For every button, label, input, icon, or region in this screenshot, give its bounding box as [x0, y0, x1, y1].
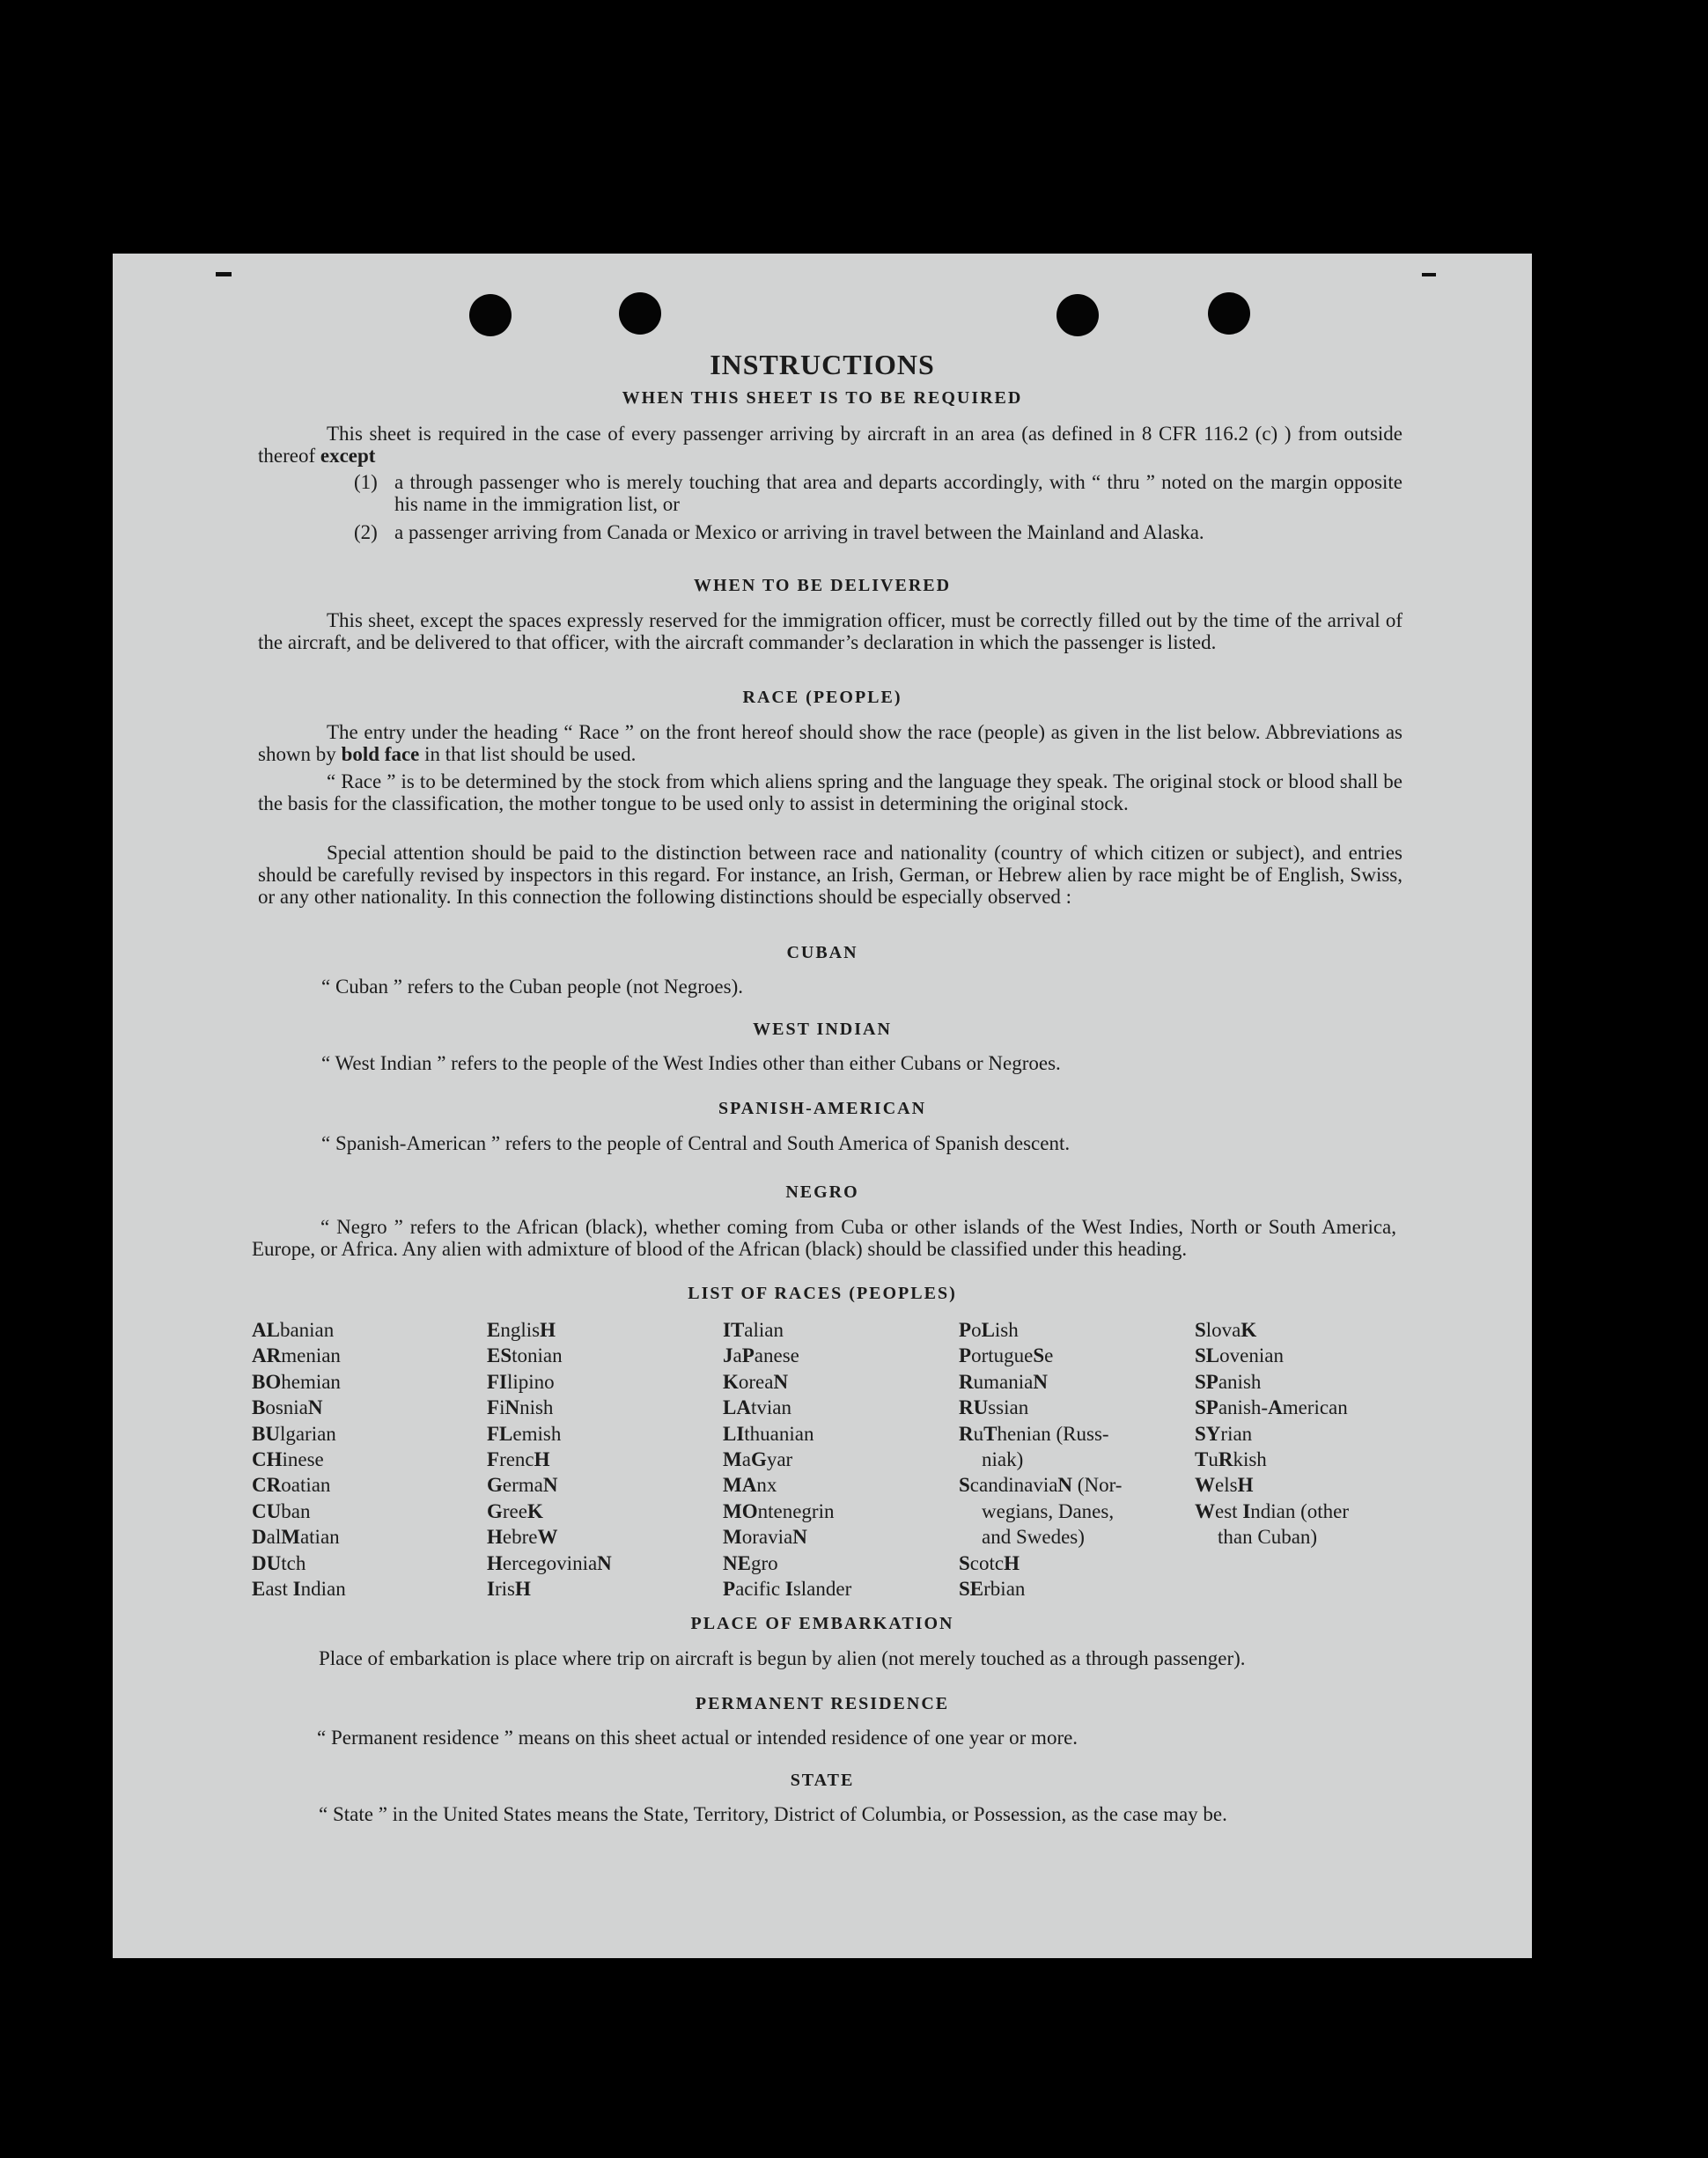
race-abbrev: DU — [252, 1551, 282, 1574]
race-abbrev: H — [1237, 1474, 1254, 1497]
race-text: hemian — [281, 1370, 341, 1393]
race-text: ree — [502, 1499, 527, 1522]
race-abbrev: SP — [1195, 1396, 1218, 1419]
race-text: nglis — [500, 1319, 541, 1341]
race-abbrev: H — [1004, 1551, 1020, 1574]
race-entry — [723, 1576, 952, 1602]
race-text: umania — [973, 1370, 1034, 1393]
race-abbrev: I — [292, 1578, 301, 1601]
race-text: els — [1215, 1474, 1238, 1497]
race-abbrev: RU — [959, 1396, 989, 1419]
race-paragraph-3 — [258, 842, 1402, 908]
race-entry — [1195, 1447, 1424, 1472]
race-entry — [959, 1421, 1188, 1447]
race-text: e — [1044, 1344, 1054, 1367]
race-abbrev: N — [504, 1396, 520, 1419]
race-entry — [723, 1524, 952, 1550]
race-text: ris — [494, 1578, 515, 1601]
race-text: thuanian — [744, 1422, 814, 1445]
required-intro-bold: except — [320, 445, 376, 467]
race-entry — [959, 1369, 1188, 1395]
race-text: menian — [281, 1344, 341, 1367]
race-abbrev: P — [959, 1319, 972, 1341]
race-text: ish — [994, 1319, 1019, 1341]
race-abbrev: AR — [252, 1344, 282, 1367]
race-abbrev: SL — [1195, 1344, 1220, 1367]
race-abbrev: W — [1195, 1499, 1215, 1522]
race-entry — [959, 1395, 1188, 1420]
race-text: and Swedes) — [982, 1526, 1085, 1549]
race-text: emish — [512, 1422, 562, 1445]
race-abbrev: N — [597, 1551, 612, 1574]
race-abbrev: SE — [959, 1578, 984, 1601]
exception-item-2 — [354, 521, 1402, 543]
race-entry — [959, 1550, 1188, 1576]
race-entry — [959, 1524, 1188, 1550]
race-text: ndian (other — [1250, 1499, 1350, 1522]
race-abbrev: R — [959, 1422, 974, 1445]
state-text — [250, 1803, 1395, 1825]
race-abbrev: N — [792, 1526, 807, 1549]
race-abbrev: P — [959, 1344, 972, 1367]
race-entry — [723, 1343, 952, 1368]
races-column — [487, 1317, 716, 1602]
race-abbrev: F — [487, 1396, 500, 1419]
race-entry — [252, 1576, 481, 1602]
race-abbrev: SY — [1195, 1422, 1221, 1445]
race-entry — [959, 1499, 1188, 1524]
race-entry — [723, 1550, 952, 1576]
race-abbrev: H — [487, 1526, 503, 1549]
exception-number: (2) — [354, 521, 378, 543]
race-text: ortugue — [971, 1344, 1034, 1367]
race-abbrev: ES — [487, 1344, 512, 1367]
race-abbrev: M — [281, 1526, 300, 1549]
race-text: lova — [1205, 1319, 1241, 1341]
race-abbrev: G — [487, 1474, 503, 1497]
race-entry — [1195, 1524, 1424, 1550]
race-abbrev: LA — [723, 1396, 751, 1419]
race-text: lgarian — [279, 1422, 336, 1445]
heading-negro: NEGRO — [785, 1182, 859, 1202]
race-text: lipino — [507, 1370, 555, 1393]
document-sheet — [113, 254, 1532, 1958]
race-text: anish- — [1218, 1396, 1269, 1419]
race-text: a — [741, 1448, 751, 1471]
west-indian-text — [258, 1052, 1402, 1074]
race-abbrev: G — [750, 1448, 767, 1471]
negro-body: “ Negro ” refers to the African (black), whether coming from Cuba or other islands of the West Indies, North or South America, Europe, or Africa. Any alien with admixture of blood of the African (black) should be classified under this heading. — [252, 1216, 1396, 1260]
race-text: atian — [299, 1526, 340, 1549]
race-text: u — [973, 1422, 984, 1445]
page-title: INSTRUCTIONS — [710, 349, 935, 380]
race-text: tonian — [512, 1344, 563, 1367]
race-text: nish — [519, 1396, 554, 1419]
race-text: nx — [756, 1474, 777, 1497]
race-entry — [959, 1472, 1188, 1498]
race-text: than Cuban) — [1218, 1526, 1318, 1549]
race-abbrev: I — [1242, 1499, 1251, 1522]
race-text: renc — [499, 1448, 534, 1471]
heading-list-of-races: LIST OF RACES (PEOPLES) — [688, 1284, 957, 1303]
delivered-text — [258, 609, 1402, 653]
race-entry — [723, 1447, 952, 1472]
race-abbrev: S — [959, 1551, 970, 1574]
exception-number: (1) — [354, 471, 378, 493]
race-text: henian (Russ- — [997, 1422, 1109, 1445]
race-text: ast — [265, 1578, 293, 1601]
race-entry — [1195, 1317, 1424, 1343]
heading-west-indian: WEST INDIAN — [753, 1020, 892, 1039]
residence-text — [250, 1727, 1395, 1749]
race-p1-bold: bold face — [341, 743, 420, 765]
race-entry — [487, 1447, 716, 1472]
race-text: ercegovinia — [502, 1551, 598, 1574]
race-text: est — [1215, 1499, 1243, 1522]
race-entry — [252, 1472, 481, 1498]
race-entry — [959, 1343, 1188, 1368]
race-text: u — [1208, 1448, 1218, 1471]
race-abbrev: BU — [252, 1422, 280, 1445]
race-entry — [959, 1447, 1188, 1472]
race-abbrev: D — [252, 1526, 267, 1549]
race-abbrev: E — [487, 1319, 501, 1341]
race-abbrev: MA — [723, 1474, 757, 1497]
spanish-american-body: “ Spanish-American ” refers to the people of Central and South America of Spanish descent. — [321, 1132, 1071, 1154]
race-abbrev: S — [1033, 1344, 1045, 1367]
race-text: merican — [1282, 1396, 1348, 1419]
race-abbrev: N — [1033, 1370, 1048, 1393]
race-abbrev: E — [252, 1578, 266, 1601]
race-text: al — [266, 1526, 282, 1549]
race-entry — [252, 1447, 481, 1472]
race-paragraph-2 — [258, 770, 1402, 814]
race-abbrev: K — [723, 1370, 739, 1393]
race-text: anese — [754, 1344, 799, 1367]
race-abbrev: AL — [252, 1319, 280, 1341]
exception-text: a through passenger who is merely touching that area and departs accordingly, with “ thru ” noted on the margin opposite his name in the immigration list, or — [394, 471, 1402, 515]
race-entry — [1195, 1472, 1424, 1498]
heading-spanish-american: SPANISH-AMERICAN — [718, 1099, 927, 1118]
race-entry — [487, 1369, 716, 1395]
race-abbrev: N — [307, 1396, 323, 1419]
race-abbrev: IT — [723, 1319, 745, 1341]
race-abbrev: I — [487, 1578, 495, 1601]
race-abbrev: CU — [252, 1499, 282, 1522]
race-text: kish — [1233, 1448, 1267, 1471]
race-text: niak) — [982, 1448, 1024, 1471]
race-text: ban — [281, 1499, 311, 1522]
race-entry — [487, 1317, 716, 1343]
race-text: tch — [281, 1551, 306, 1574]
race-abbrev: N — [773, 1370, 789, 1393]
races-column — [252, 1317, 481, 1602]
heading-embarkation: PLACE OF EMBARKATION — [690, 1614, 954, 1633]
race-text: erma — [502, 1474, 543, 1497]
race-abbrev: T — [1195, 1448, 1209, 1471]
race-abbrev: NE — [723, 1551, 751, 1574]
race-p3-text: Special attention should be paid to the distinction between race and nationality (country of which citizen or subject), and entries should be carefully revised by inspectors in this regard. For instance, an Irish, German, or Hebrew alien by race might be of English, Swiss, or any other nationality. In this connection the following distinctions should be especially observed : — [258, 842, 1402, 908]
race-abbrev: M — [723, 1448, 742, 1471]
delivered-body: This sheet, except the spaces expressly reserved for the immigration officer, must be correctly filled out by the time of the arrival of the aircraft, and be delivered to that officer, with the aircraft commander’s declaration in which the passenger is listed. — [258, 609, 1402, 653]
race-entry — [487, 1550, 716, 1576]
race-entry — [487, 1524, 716, 1550]
race-abbrev: W — [537, 1526, 558, 1549]
race-abbrev: R — [1218, 1448, 1233, 1471]
heading-residence: PERMANENT RESIDENCE — [695, 1694, 950, 1713]
race-entry — [487, 1343, 716, 1368]
race-abbrev: CR — [252, 1474, 282, 1497]
race-abbrev: N — [542, 1474, 558, 1497]
race-text: a — [733, 1344, 742, 1367]
race-text: orea — [738, 1370, 774, 1393]
race-abbrev: LI — [723, 1422, 745, 1445]
race-text: inese — [282, 1448, 324, 1471]
race-entry — [1195, 1421, 1424, 1447]
race-paragraph-1 — [258, 721, 1402, 765]
race-entry — [487, 1472, 716, 1498]
spanish-american-text — [258, 1132, 1402, 1154]
race-abbrev: N — [1057, 1474, 1073, 1497]
race-abbrev: S — [959, 1474, 970, 1497]
heading-race: RACE (PEOPLE) — [742, 688, 902, 707]
race-text: rbian — [983, 1578, 1026, 1601]
race-text: ssian — [988, 1396, 1029, 1419]
race-entry — [723, 1317, 952, 1343]
heading-required: WHEN THIS SHEET IS TO BE REQUIRED — [622, 388, 1023, 408]
race-entry — [487, 1499, 716, 1524]
race-entry — [252, 1317, 481, 1343]
race-abbrev: R — [959, 1370, 974, 1393]
state-body: “ State ” in the United States means the State, Territory, District of Columbia, or Possession, as the case may be. — [319, 1803, 1227, 1825]
cuban-text — [258, 976, 1402, 998]
race-abbrev: FI — [487, 1370, 507, 1393]
exception-text: a passenger arriving from Canada or Mexico or arriving in travel between the Mainland and Alaska. — [394, 521, 1204, 543]
race-abbrev: S — [1195, 1319, 1206, 1341]
race-entry — [487, 1395, 716, 1420]
race-entry — [959, 1576, 1188, 1602]
required-intro — [258, 423, 1402, 467]
race-abbrev: K — [526, 1499, 543, 1522]
race-text: acific — [735, 1578, 785, 1601]
race-entry — [1195, 1369, 1424, 1395]
race-entry — [252, 1524, 481, 1550]
race-entry — [723, 1472, 952, 1498]
race-abbrev: M — [723, 1526, 742, 1549]
race-text: osnia — [265, 1396, 308, 1419]
embarkation-text — [250, 1647, 1395, 1669]
race-p1-text: The entry under the heading “ Race ” on the front hereof should show the race (people) as given in the list below. Abbreviations as shown by — [258, 721, 1402, 765]
negro-text — [252, 1216, 1396, 1260]
race-entry — [1195, 1499, 1424, 1524]
race-text: ndian — [300, 1578, 346, 1601]
race-text: banian — [279, 1319, 335, 1341]
race-text: anish — [1218, 1370, 1262, 1393]
exception-item-1 — [354, 471, 1402, 515]
race-abbrev: P — [723, 1578, 736, 1601]
race-abbrev: H — [514, 1578, 531, 1601]
race-text: wegians, Danes, — [982, 1499, 1115, 1522]
race-text: oatian — [281, 1474, 331, 1497]
race-text: tvian — [750, 1396, 791, 1419]
heading-state: STATE — [790, 1771, 855, 1790]
race-entry — [252, 1421, 481, 1447]
required-intro-text: This sheet is required in the case of every passenger arriving by aircraft in an area (as defined in 8 CFR 116.2 (c) ) from outside thereof — [258, 423, 1402, 467]
race-text: gro — [750, 1551, 778, 1574]
race-entry — [959, 1317, 1188, 1343]
race-text: ntenegrin — [757, 1499, 835, 1522]
race-abbrev: T — [983, 1422, 998, 1445]
race-entry — [252, 1499, 481, 1524]
race-entry — [723, 1499, 952, 1524]
race-abbrev: L — [981, 1319, 995, 1341]
race-text: oravia — [741, 1526, 793, 1549]
race-p1-end: in that list should be used. — [424, 743, 637, 765]
heading-cuban: CUBAN — [786, 943, 858, 962]
race-text: ovenian — [1219, 1344, 1284, 1367]
races-column — [959, 1317, 1188, 1602]
race-text: candinavia — [969, 1474, 1058, 1497]
residence-body: “ Permanent residence ” means on this sheet actual or intended residence of one year or more. — [317, 1727, 1079, 1749]
race-abbrev: F — [487, 1448, 500, 1471]
race-abbrev: SP — [1195, 1370, 1218, 1393]
race-entry — [252, 1550, 481, 1576]
race-text: slander — [792, 1578, 852, 1601]
race-abbrev: BO — [252, 1370, 282, 1393]
race-abbrev: P — [741, 1344, 755, 1367]
races-column — [1195, 1317, 1424, 1550]
race-text: ebre — [502, 1526, 538, 1549]
race-entry — [1195, 1395, 1424, 1420]
race-entry — [1195, 1343, 1424, 1368]
race-entry — [487, 1421, 716, 1447]
race-abbrev: A — [1268, 1396, 1283, 1419]
race-text: i — [499, 1396, 505, 1419]
embarkation-body: Place of embarkation is place where trip on aircraft is begun by alien (not merely touched as a through passenger). — [319, 1647, 1246, 1669]
race-abbrev: H — [534, 1448, 550, 1471]
race-text: (Nor- — [1072, 1474, 1123, 1497]
race-text: alian — [744, 1319, 784, 1341]
race-text: o — [971, 1319, 982, 1341]
race-entry — [487, 1576, 716, 1602]
race-entry — [252, 1343, 481, 1368]
race-text: rian — [1220, 1422, 1253, 1445]
race-abbrev: MO — [723, 1499, 758, 1522]
cuban-body: “ Cuban ” refers to the Cuban people (not Negroes). — [321, 976, 744, 998]
race-abbrev: G — [487, 1499, 503, 1522]
race-abbrev: K — [1241, 1319, 1257, 1341]
race-abbrev: H — [540, 1319, 556, 1341]
race-entry — [723, 1369, 952, 1395]
race-text: yar — [766, 1448, 793, 1471]
race-abbrev: W — [1195, 1474, 1215, 1497]
race-abbrev: I — [784, 1578, 793, 1601]
race-abbrev: H — [487, 1551, 503, 1574]
race-entry — [252, 1369, 481, 1395]
heading-delivered: WHEN TO BE DELIVERED — [693, 576, 952, 595]
races-column — [723, 1317, 952, 1602]
race-abbrev: B — [252, 1396, 266, 1419]
race-entry — [723, 1421, 952, 1447]
race-p2-text: “ Race ” is to be determined by the stock from which aliens spring and the language they speak. The original stock or blood shall be the basis for the classification, the mother tongue to be used only to assist in determining the original stock. — [258, 770, 1402, 814]
race-abbrev: J — [723, 1344, 733, 1367]
race-abbrev: CH — [252, 1448, 283, 1471]
race-entry — [252, 1395, 481, 1420]
race-abbrev: FL — [487, 1422, 513, 1445]
race-text: cotc — [969, 1551, 1005, 1574]
west-indian-body: “ West Indian ” refers to the people of the West Indies other than either Cubans or Negroes. — [321, 1052, 1061, 1074]
race-entry — [723, 1395, 952, 1420]
